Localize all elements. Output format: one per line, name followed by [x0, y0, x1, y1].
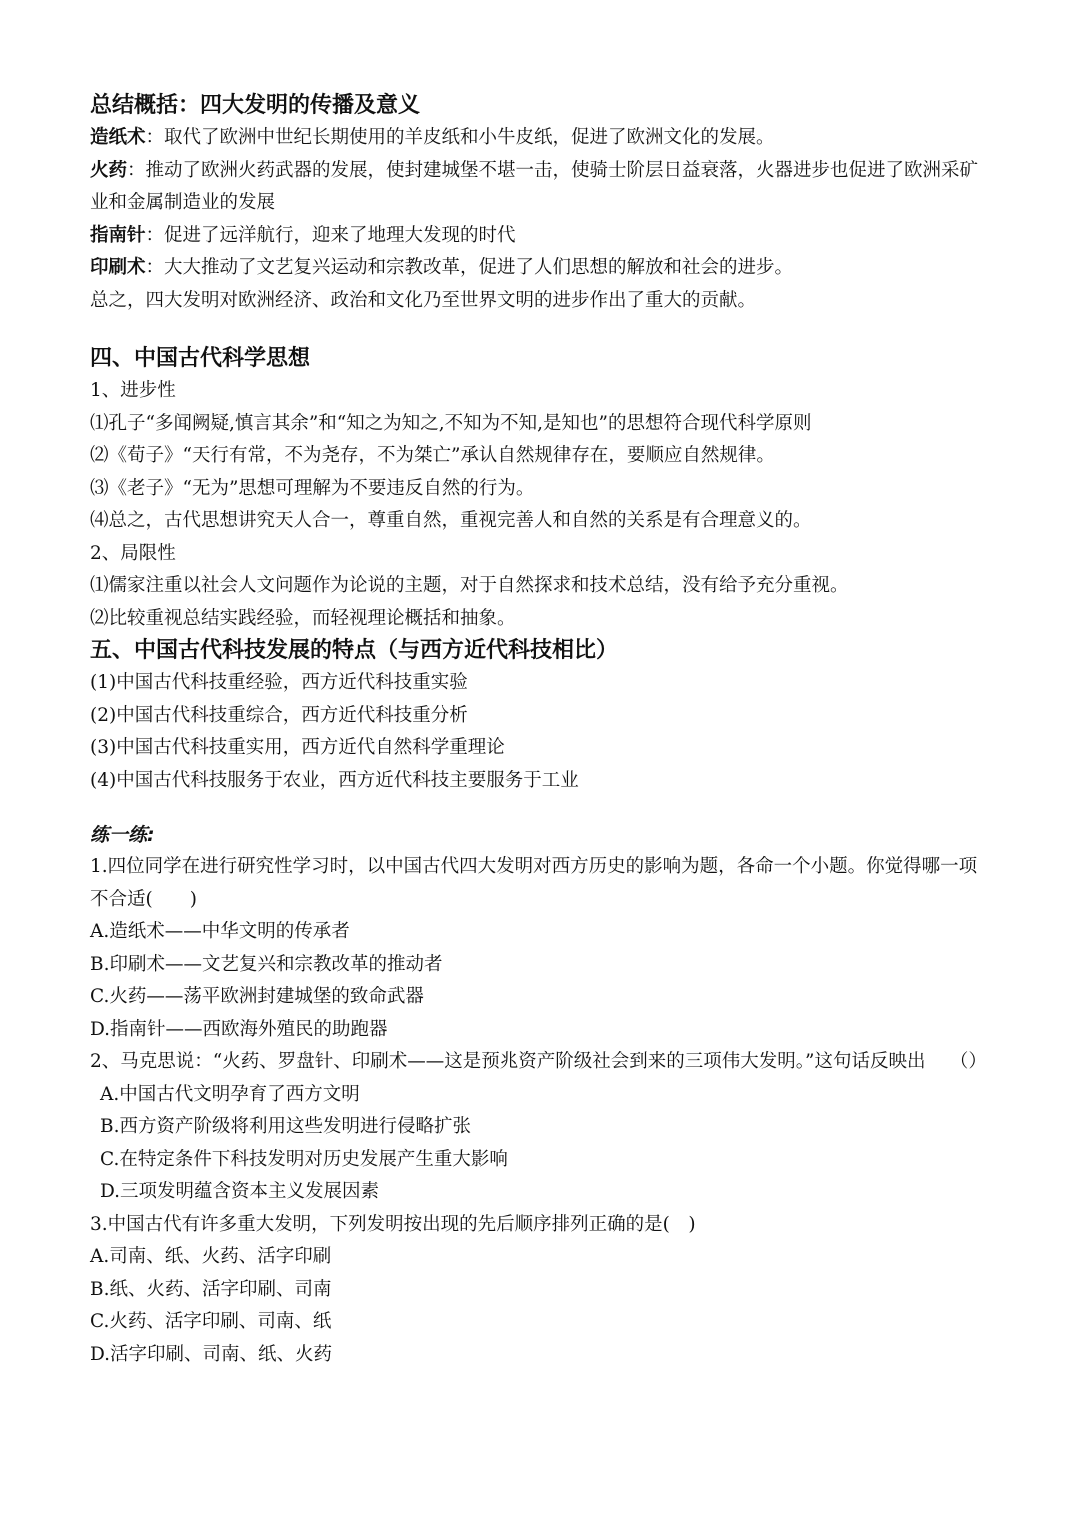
section5-title: 五、中国古代科技发展的特点（与西方近代科技相比） [90, 638, 619, 663]
summary-item-printing [90, 252, 990, 285]
summary-item-gunpowder [90, 155, 990, 220]
summary-item-label: 指南针 [90, 224, 146, 246]
list-item: (2)中国古代科技重综合，西方近代科技重分析 [90, 704, 468, 726]
summary-item-text: ：取代了欧洲中世纪长期使用的羊皮纸和小牛皮纸，促进了欧洲文化的发展。 [145, 127, 775, 148]
summary-item-text: ：促进了远洋航行，迎来了地理大发现的时代 [145, 224, 516, 246]
list-item: ⑵《荀子》“天行有常，不为尧存，不为桀亡”承认自然规律存在，要顺应自然规律。 [90, 445, 775, 466]
question-3-option-a: A.司南、纸、火药、活字印刷 [90, 1246, 332, 1267]
section4-subheading-progress: 1、进步性 [90, 380, 176, 401]
question-3-option-b: B.纸、火药、活字印刷、司南 [90, 1278, 332, 1300]
summary-item-label: 印刷术 [90, 257, 146, 278]
summary-item-label: 火药 [90, 159, 128, 181]
question-2-option-a: A.中国古代文明孕育了西方文明 [100, 1083, 360, 1105]
document-page [90, 90, 990, 1371]
question-2-option-c: C.在特定条件下科技发明对历史发展产生重大影响 [100, 1148, 508, 1170]
list-item: (1)中国古代科技重经验，西方近代科技重实验 [90, 672, 468, 693]
summary-item-text: ：推动了欧洲火药武器的发展，使封建城堡不堪一击，使骑士阶层日益衰落，火器进步也促进了欧洲采矿业和金属制造业的发展 [90, 159, 979, 213]
question-3-stem: 3.中国古代有许多重大发明，下列发明按出现的先后顺序排列正确的是( ) [90, 1213, 696, 1235]
question-2-option-d: D.三项发明蕴含资本主义发展因素 [100, 1181, 380, 1202]
question-1-option-a: A.造纸术——中华文明的传承者 [90, 921, 350, 942]
question-2-stem: 2、马克思说：“火药、罗盘针、印刷术——这是预兆资产阶级社会到来的三项伟大发明。”这句话反映出 （） [90, 1051, 987, 1072]
question-3-option-d: D.活字印刷、司南、纸、火药 [90, 1343, 333, 1365]
list-item: ⑴儒家注重以社会人文问题作为论说的主题，对于自然探求和技术总结，没有给予充分重视。 [90, 575, 849, 596]
question-1-stem: 1.四位同学在进行研究性学习时，以中国古代四大发明对西方历史的影响为题，各命一个小题。你觉得哪一项不合适( ) [90, 856, 978, 910]
question-1-option-c: C.火药——荡平欧洲封建城堡的致命武器 [90, 986, 424, 1007]
list-item: (4)中国古代科技服务于农业，西方近代科技主要服务于工业 [90, 769, 579, 791]
question-1-option-d: D.指南针——西欧海外殖民的助跑器 [90, 1018, 388, 1040]
list-item: ⑴孔子“多闻阙疑,慎言其余”和“知之为知之,不知为不知,是知也”的思想符合现代科学原则 [90, 412, 812, 434]
question-2-option-b: B.西方资产阶级将利用这些发明进行侵略扩张 [100, 1116, 471, 1137]
list-item: ⑷总之，古代思想讲究天人合一，尊重自然，重视完善人和自然的关系是有合理意义的。 [90, 510, 812, 531]
summary-title: 总结概括：四大发明的传播及意义 [90, 93, 421, 118]
summary-item-compass [90, 220, 990, 253]
summary-item-label: 造纸术 [90, 127, 146, 148]
summary-conclusion: 总之，四大发明对欧洲经济、政治和文化乃至世界文明的进步作出了重大的贡献。 [90, 289, 757, 311]
list-item: ⑵比较重视总结实践经验，而轻视理论概括和抽象。 [90, 607, 516, 629]
summary-item-text: ：大大推动了文艺复兴运动和宗教改革，促进了人们思想的解放和社会的进步。 [145, 257, 794, 278]
practice-title: 练一练: [90, 824, 155, 846]
list-item: ⑶《老子》“无为”思想可理解为不要违反自然的行为。 [90, 477, 535, 499]
section4-subheading-limits: 2、局限性 [90, 542, 176, 564]
list-item: (3)中国古代科技重实用，西方近代自然科学重理论 [90, 737, 505, 758]
summary-item-paper [90, 122, 990, 155]
question-3-option-c: C.火药、活字印刷、司南、纸 [90, 1311, 332, 1332]
question-1-option-b: B.印刷术——文艺复兴和宗教改革的推动者 [90, 953, 443, 975]
section4-title: 四、中国古代科学思想 [90, 346, 311, 371]
